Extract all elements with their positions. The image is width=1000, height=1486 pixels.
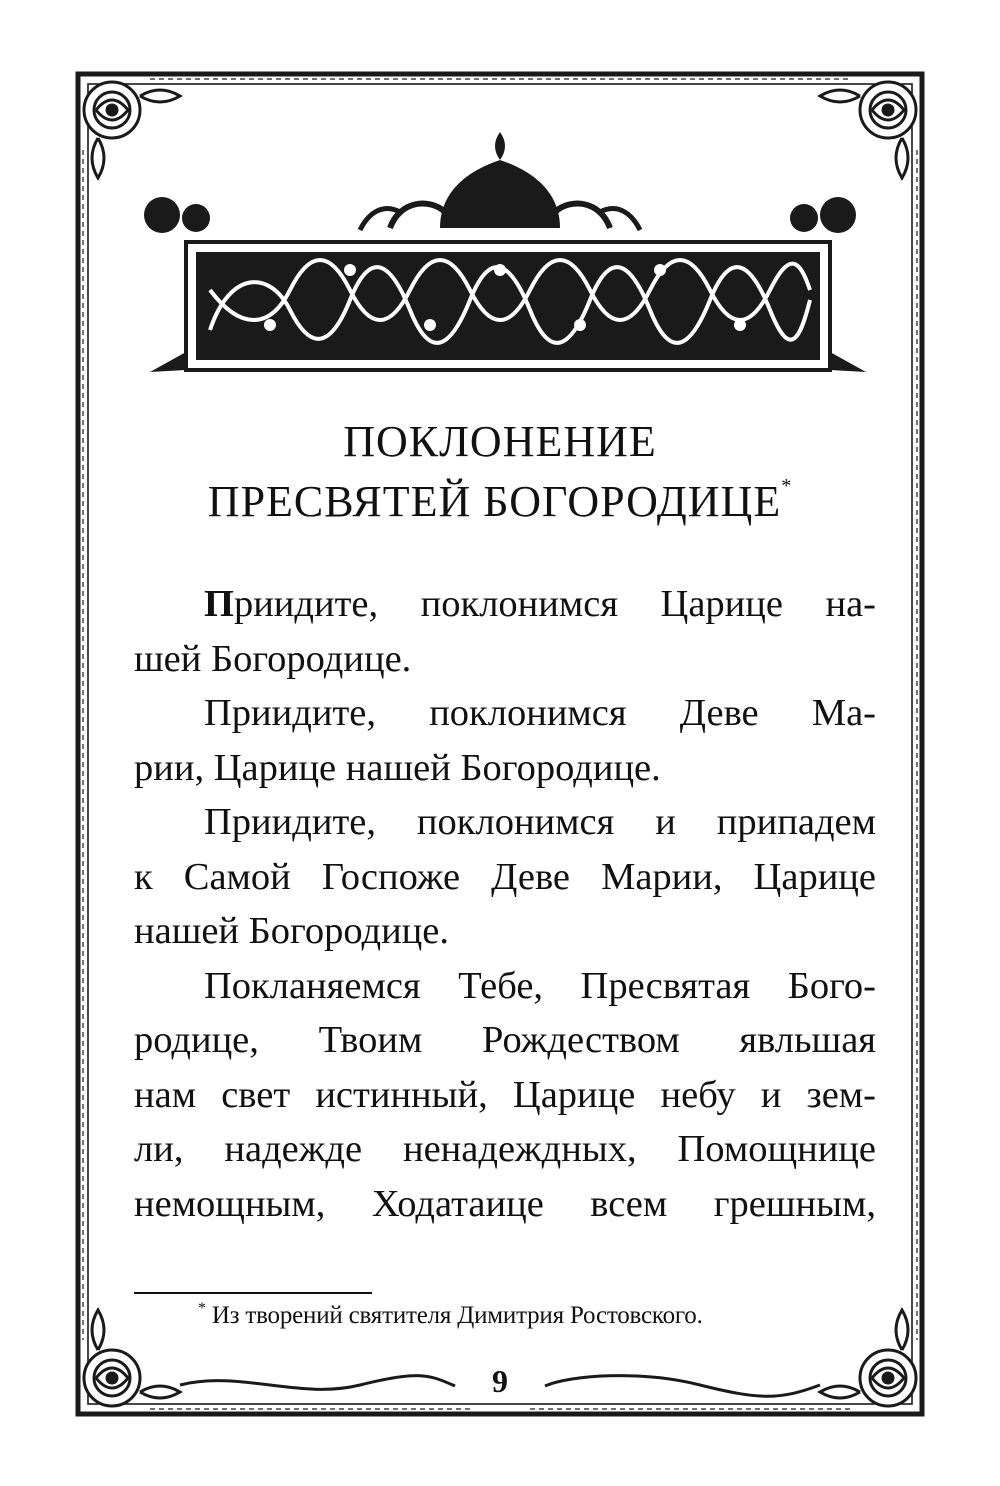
- text-line: Приидите, поклонимся Деве Ма-: [204, 692, 876, 734]
- title-line-2: [0, 475, 1000, 526]
- text-line: рии, Царице нашей Богородице.: [134, 746, 661, 789]
- text-line: немощным, Ходатаице всем грешным,: [134, 1182, 876, 1225]
- headpiece-ornament-icon: [144, 132, 866, 372]
- text-line: Покланяемся Тебе, Пресвятая Бого-: [204, 964, 876, 1007]
- text-line: родице, Твоим Рождеством явльшая: [134, 1019, 876, 1061]
- title-line-1-text: ПОКЛОНЕНИЕ: [343, 417, 657, 466]
- text-line: шей Богородице.: [134, 637, 412, 680]
- title-line-1: [0, 417, 1000, 466]
- corner-ornament-bottom-left-icon: [84, 1310, 180, 1406]
- text-line-content: риидите, поклонимся Царице на-: [233, 583, 876, 625]
- text-line: нам свет истинный, Царице небу и зем-: [134, 1073, 876, 1116]
- corner-ornament-top-right-icon: [820, 82, 916, 178]
- corner-ornament-top-left-icon: [84, 82, 180, 178]
- text-line: [134, 577, 876, 632]
- prayer-text: [134, 577, 876, 1257]
- drop-cap: П: [204, 583, 234, 625]
- footnote: [198, 1302, 703, 1330]
- page-number: 9: [492, 1363, 508, 1399]
- footnote-marker: *: [198, 1300, 206, 1317]
- text-line: Приидите, поклонимся и припадем: [204, 801, 876, 843]
- corner-ornament-bottom-right-icon: [820, 1310, 916, 1406]
- footnote-text: Из творений святителя Димитрия Ростовского.: [211, 1302, 703, 1329]
- footnote-divider: [134, 1292, 372, 1294]
- text-line: нашей Богородице.: [134, 910, 449, 952]
- title-footnote-marker: *: [781, 475, 793, 497]
- text-line: ли, надежде ненадеждных, Помощнице: [134, 1128, 876, 1170]
- text-line: к Самой Госпоже Деве Марии, Царице: [134, 855, 876, 898]
- title-line-2-text: ПРЕСВЯТЕЙ БОГОРОДИЦЕ: [207, 477, 782, 526]
